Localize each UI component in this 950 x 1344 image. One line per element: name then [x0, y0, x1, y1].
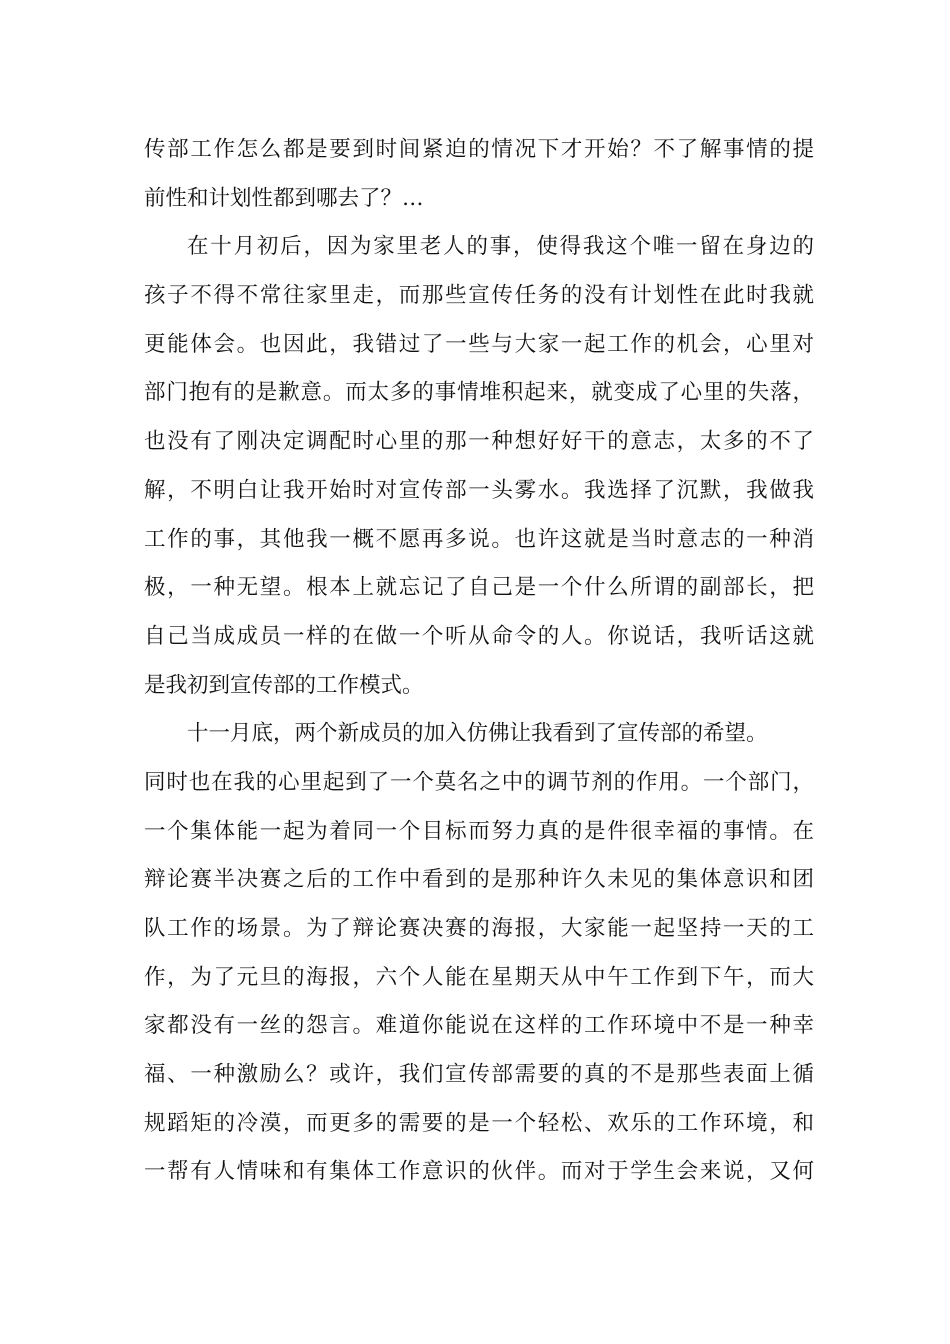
text-line: 传部工作怎么都是要到时间紧迫的情况下才开始？不了解事情的提 [144, 137, 814, 162]
body-text [144, 126, 814, 1197]
text-line: 自己当成成员一样的在做一个听从命令的人。你说话，我听话这就 [144, 623, 814, 649]
text-line: 作，为了元旦的海报，六个人能在星期天从中午工作到下午，而大 [144, 964, 814, 990]
text-line: 部门抱有的是歉意。而太多的事情堆积起来，就变成了心里的失落， [144, 380, 814, 406]
text-line: 工作的事，其他我一概不愿再多说。也许这就是当时意志的一种消 [144, 526, 814, 552]
text-line: 极，一种无望。根本上就忘记了自己是一个什么所谓的副部长，把 [144, 575, 814, 601]
text-line: 规蹈矩的冷漠，而更多的需要的是一个轻松、欢乐的工作环境，和 [144, 1110, 814, 1136]
text-line: 更能体会。也因此，我错过了一些与大家一起工作的机会，心里对 [144, 331, 814, 357]
text-line: 同时也在我的心里起到了一个莫名之中的调节剂的作用。一个部门， [144, 769, 814, 795]
paragraph-start-line: 在十月初后，因为家里老人的事，使得我这个唯一留在身边的 [187, 234, 814, 260]
text-line: 是我初到宣传部的工作模式。 [144, 672, 424, 698]
text-line: 队工作的场景。为了辩论赛决赛的海报，大家能一起坚持一天的工 [144, 916, 814, 941]
text-line: 辩论赛半决赛之后的工作中看到的是那种许久未见的集体意识和团 [144, 867, 814, 893]
text-line: 也没有了刚决定调配时心里的那一种想好好干的意志，太多的不了 [144, 429, 814, 455]
text-line: 一帮有人情味和有集体工作意识的伙伴。而对于学生会来说，又何 [144, 1159, 814, 1185]
text-line: 解，不明白让我开始时对宣传部一头雾水。我选择了沉默，我做我 [144, 477, 814, 503]
text-line: 福、一种激励么？或许，我们宣传部需要的真的不是那些表面上循 [144, 1062, 814, 1088]
text-line: 孩子不得不常往家里走，而那些宣传任务的没有计划性在此时我就 [144, 283, 814, 309]
text-line: 前性和计划性都到哪去了？… [144, 185, 424, 211]
paragraph-start-line: 十一月底，两个新成员的加入仿佛让我看到了宣传部的希望。 [187, 721, 768, 747]
text-line: 一个集体能一起为着同一个目标而努力真的是件很幸福的事情。在 [144, 818, 814, 844]
text-line: 家都没有一丝的怨言。难道你能说在这样的工作环境中不是一种幸 [144, 1013, 814, 1039]
